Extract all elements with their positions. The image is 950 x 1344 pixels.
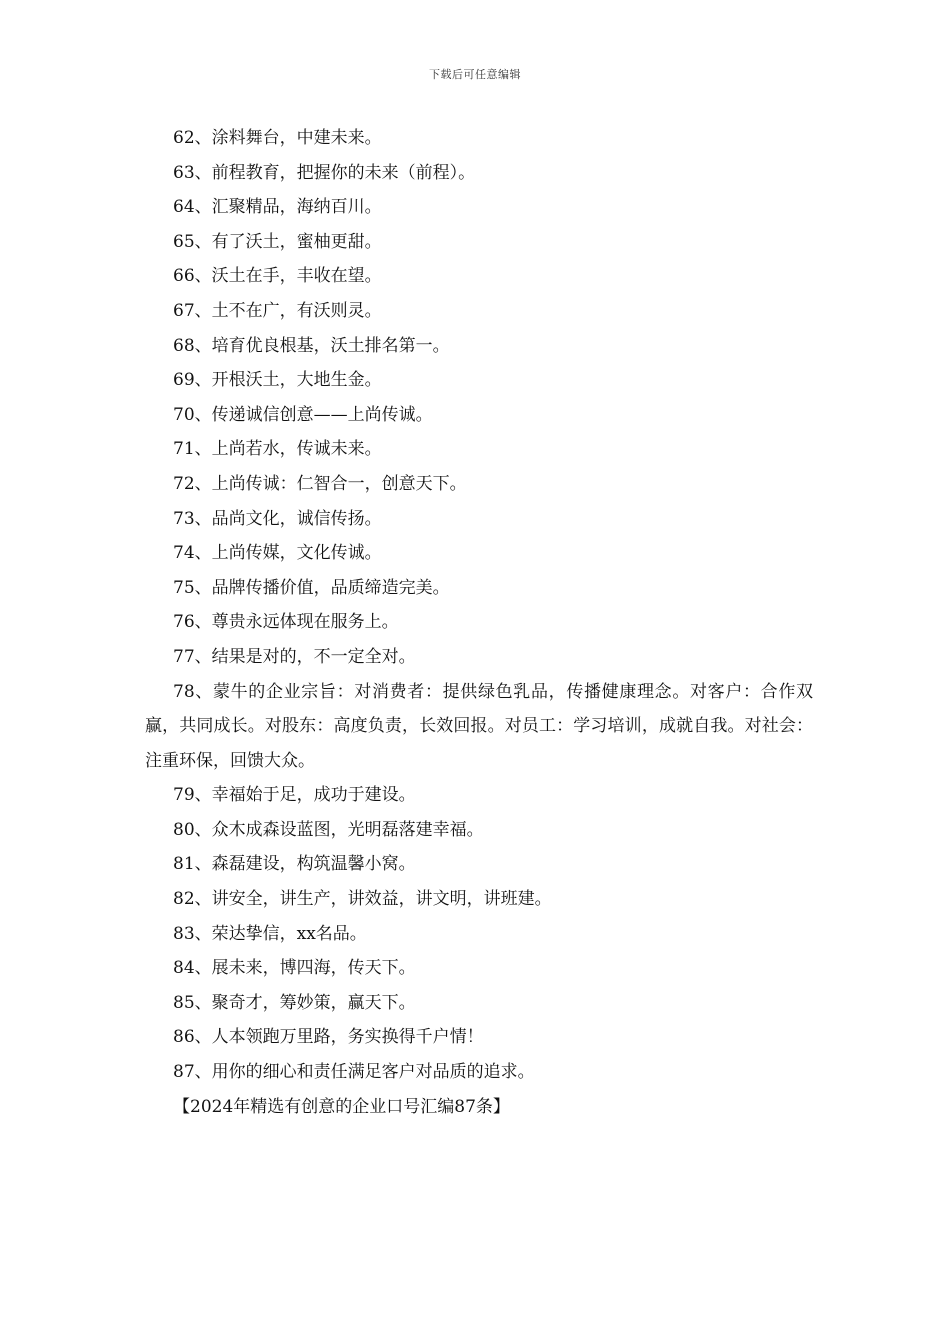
list-item: 82、讲安全，讲生产，讲效益，讲文明，讲班建。	[173, 889, 552, 910]
list-item: 79、幸福始于足，成功于建设。	[173, 785, 416, 806]
header-note: 下载后可任意编辑	[429, 68, 521, 81]
list-item: 69、开根沃土，大地生金。	[173, 370, 382, 391]
list-item: 78、蒙牛的企业宗旨：对消费者：提供绿色乳品，传播健康理念。对客户：合作双赢，共同成长。对股东：高度负责，长效回报。对员工：学习培训，成就自我。对社会：注重环保，回馈大众。	[145, 681, 813, 771]
list-item: 80、众木成森设蓝图，光明磊落建幸福。	[173, 819, 484, 840]
list-item: 65、有了沃土，蜜柚更甜。	[173, 231, 382, 252]
list-item: 83、荣达挚信，xx名品。	[173, 923, 367, 944]
list-item: 86、人本领跑万里路，务实换得千户情！	[173, 1027, 484, 1048]
list-item: 87、用你的细心和责任满足客户对品质的追求。	[173, 1062, 535, 1083]
list-item: 63、前程教育，把握你的未来（前程）。	[173, 162, 476, 183]
list-item: 85、聚奇才，筹妙策，赢天下。	[173, 992, 416, 1013]
list-item: 70、传递诚信创意——上尚传诚。	[173, 404, 433, 425]
list-item: 68、培育优良根基，沃土排名第一。	[173, 335, 450, 356]
list-item: 67、土不在广，有沃则灵。	[173, 300, 382, 321]
list-item: 72、上尚传诚：仁智合一，创意天下。	[173, 473, 467, 494]
list-item: 75、品牌传播价值，品质缔造完美。	[173, 577, 450, 598]
list-item: 74、上尚传媒，文化传诚。	[173, 543, 382, 564]
footer-title: 【2024年精选有创意的企业口号汇编87条】	[173, 1096, 510, 1117]
list-item: 81、森磊建设，构筑温馨小窝。	[173, 854, 416, 875]
list-item: 66、沃土在手，丰收在望。	[173, 266, 382, 287]
list-item: 71、上尚若水，传诚未来。	[173, 439, 382, 460]
list-item: 62、涂料舞台，中建未来。	[173, 128, 382, 148]
list-item: 77、结果是对的，不一定全对。	[173, 646, 416, 667]
list-item: 73、品尚文化，诚信传扬。	[173, 508, 382, 529]
document-body	[145, 121, 813, 1124]
list-item: 64、汇聚精品，海纳百川。	[173, 197, 382, 218]
list-item: 84、展未来，博四海，传天下。	[173, 958, 416, 979]
list-item: 76、尊贵永远体现在服务上。	[173, 612, 399, 633]
